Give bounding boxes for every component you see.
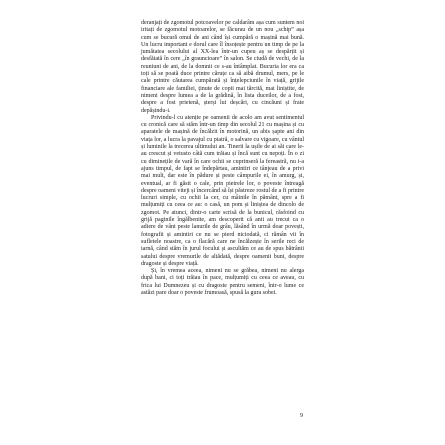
paragraph: Privindu-l cu atenție pe oamenii de acolo am avut sentimentul cu cronică care să stăm într-un timp din secolul 21 cu mașina și cu aparatele de mașină de încălzit în motorină, un abis șapte ani din viața lor, a lucra la pavajul cu piatră, o salvare cu vigoare, cu vântul și luminile la trecerea ultimului an. Tinerii la ușile de ai săi care le-au crescut și vetusto câtă cum trăiau și încă sunt cu nepoți. În o zi cu diminețile de vară în care ochii se cuprinseră la fereastră, nu i-a ajuns timpul, de fapt se îndepărtau, amintiri ce tânjeau de a privi mai mult, dar este în pădure și peste câmpurile ei, în amurg, și, eventual, ar fi găsit o cale, prin pietrele lor, o poveste întreagă despre oameni viteji și încercând să își păstreze rostul de a fi printre lucruri simple, cu ochii la cer, cu mâinile în pământ, spre a fi mulțumiți cu ceea ce au: o casă, un pom și liniștea de dincolo de zgomot. Pe atunci, dintr-o carte scrisă de la bunicul, răsfoind cu grijă paginile îngălbenite, am descoperit că anii au trecut ca o adiere de vânt peste lanurile de grâu, lăsând în urmă doar povești, fotografii și amintiri ce nu se pierd niciodată, ci rămân vii în sufletele noastre, ca o flacără care ne încălzește în serile reci de iarnă, când stăm în jurul focului și ascultăm ce au de spus bătrânii satului despre vremurile de altădată, despre oamenii buni, despre dragoste și despre viață. bbox=[141, 114, 304, 267]
body-text bbox=[141, 20, 304, 297]
paragraph: Și, în vremea aceea, nimeni nu se grăbea, nimeni nu alerga după bani, ci toți trăiau în pace, mulțumiți cu ceea ce aveau, cu frica lui Dumnezeu și cu dragoste pentru semeni, într-o lume ce astăzi pare doar o poveste frumoasă, spusă la gura sobei. bbox=[141, 268, 304, 296]
page-number: 9 bbox=[300, 413, 303, 419]
paragraph: deranjați de zgomotul potcoavelor pe caldarâm așa cum suntem noi iritați de zgomotul motoarelor, se făcurau de un nou „schip” așa cum se bucură omul de ani când își cumpără o mașină mai bună. Un lucru important e dorul care îl însoțește pentru un timp de pe la jumătatea secolului al XX-lea într-un cupeu aș se despărțit și desfătată în cere „în grauncioare” în salon. Se ciudă de vechi, de la reuniuni de ani, de la domnii ce s-au întâmplat. Bucuria lor era ca toți să se poată duce printre căruțe ca să aibă drumul, mers, pe le cale printre căutarea cumpărată și înțelepciunile în viață, grijile financiare ale familiei, ținute de copii mai tărcită, mai liniștite, de nimeni despre lumea a de la grădină, în lista duceilor, de a fost, despre a fost prietenă, șterși lui deșcări, cu cincăuni și frate depășindu-i. bbox=[141, 20, 304, 114]
